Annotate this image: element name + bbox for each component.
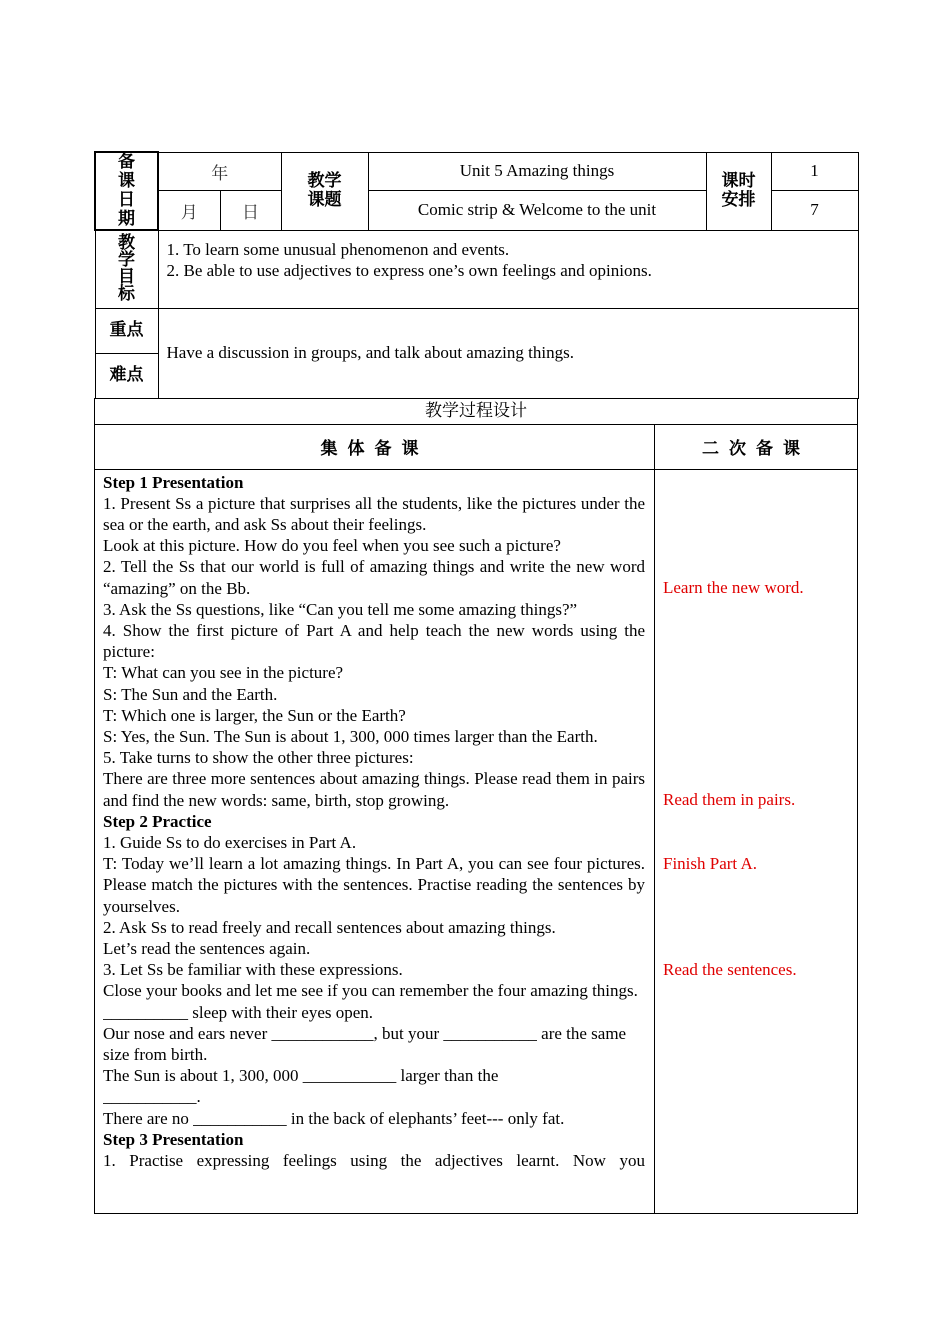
body-text: There are three more sentences about amazing things. Please read them in pairs and find the new words: same, birth, stop growing. xyxy=(103,769,645,810)
body-text: 2. Ask Ss to read freely and recall sentences about amazing things. xyxy=(103,917,556,937)
body-text: T: What can you see in the picture? xyxy=(103,663,344,683)
side-note: Finish Part A. xyxy=(663,853,757,873)
prep-date-label: 备课日期 xyxy=(95,152,158,230)
process-table xyxy=(94,398,858,1214)
lesson-plan-table xyxy=(94,151,859,399)
body-text: 4. Show the first picture of Part A and help teach the new words using the picture: xyxy=(103,620,645,662)
body-text: T: Which one is larger, the Sun or the Earth? xyxy=(103,705,406,725)
period-total: 7 xyxy=(771,190,858,230)
body-text: Let’s read the sentences again. xyxy=(103,938,311,958)
body-text: Look at this picture. How do you feel when you see such a picture? xyxy=(103,536,561,556)
body-text: S: Yes, the Sun. The Sun is about 1, 300, 000 times larger than the Earth. xyxy=(103,726,598,746)
lesson-title: Comic strip & Welcome to the unit xyxy=(368,190,706,230)
body-text: 1. Practise expressing feelings using the adjectives learnt. Now you xyxy=(103,1151,645,1170)
month-label: 月 xyxy=(158,190,220,230)
objective-item: 1. To learn some unusual phenomenon and events. xyxy=(166,239,510,259)
body-text: T: Today we’ll learn a lot amazing things. In Part A, you can see four pictures. Please match the pictures with the sentences. Practise reading the sentences by yourselves. xyxy=(103,854,645,916)
side-note: Learn the new word. xyxy=(663,577,804,597)
focus-text: Have a discussion in groups, and talk about amazing things. xyxy=(158,308,858,398)
body-text: 2. Tell the Ss that our world is full of amazing things and write the new word “amazing” on the Bb. xyxy=(103,557,645,598)
side-note: Read them in pairs. xyxy=(663,789,796,809)
topic-label: 教学课题 xyxy=(281,152,368,230)
body-text: 3. Ask the Ss questions, like “Can you tell me some amazing things?” xyxy=(103,599,578,619)
objectives-label: 教学目标 xyxy=(95,230,158,308)
collective-prep-content xyxy=(95,469,655,1213)
process-title: 教学过程设计 xyxy=(95,398,858,424)
body-text: Close your books and let me see if you can remember the four amazing things. xyxy=(103,981,638,1001)
body-text: There are no ___________ in the back of elephants’ feet--- only fat. xyxy=(103,1108,565,1128)
collective-prep-header: 集体备课 xyxy=(95,424,655,469)
difficult-point-label: 难点 xyxy=(95,353,158,398)
second-prep-content xyxy=(655,469,858,1213)
body-text: __________ sleep with their eyes open. xyxy=(103,1002,374,1022)
objectives-content xyxy=(158,230,858,308)
second-prep-header: 二次备课 xyxy=(655,424,858,469)
lesson-plan-sheet xyxy=(94,151,857,1214)
step-heading: Step 1 Presentation xyxy=(103,472,244,492)
unit-title: Unit 5 Amazing things xyxy=(368,152,706,190)
objective-item: 2. Be able to use adjectives to express one’s own feelings and opinions. xyxy=(166,260,652,280)
body-text: 3. Let Ss be familiar with these expressions. xyxy=(103,960,403,980)
year-label: 年 xyxy=(158,152,281,190)
step-heading: Step 3 Presentation xyxy=(103,1129,244,1149)
period-number: 1 xyxy=(771,152,858,190)
body-text: 1. Guide Ss to do exercises in Part A. xyxy=(103,832,357,852)
body-text: 5. Take turns to show the other three pictures: xyxy=(103,748,414,768)
day-label: 日 xyxy=(220,190,281,230)
period-label: 课时安排 xyxy=(706,152,771,230)
body-text: S: The Sun and the Earth. xyxy=(103,684,278,704)
body-text: Our nose and ears never ____________, but your ___________ are the same size from birth. xyxy=(103,1023,627,1064)
body-text: The Sun is about 1, 300, 000 ___________ larger than the ___________. xyxy=(103,1066,499,1107)
body-text: 1. Present Ss a picture that surprises all the students, like the pictures under the sea or the earth, and ask Ss about their feelings. xyxy=(103,493,645,534)
step-heading: Step 2 Practice xyxy=(103,811,212,831)
key-point-label: 重点 xyxy=(95,308,158,353)
side-note: Read the sentences. xyxy=(663,959,797,979)
